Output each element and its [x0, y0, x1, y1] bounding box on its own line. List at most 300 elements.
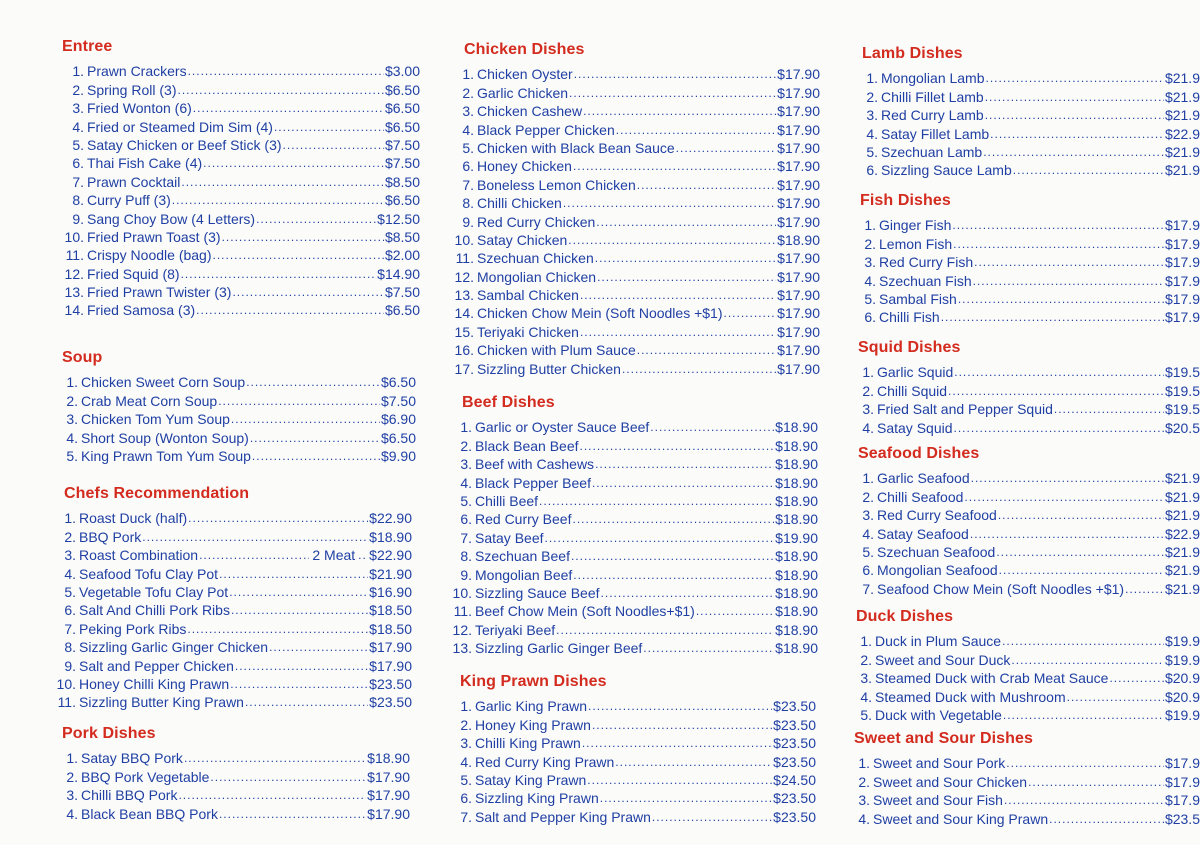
leader-dots: [199, 546, 309, 564]
leader-dots: [231, 410, 380, 428]
menu-item: [858, 400, 1200, 418]
leader-dots: [652, 808, 772, 826]
item-price: $6.50: [384, 100, 420, 117]
menu-item: [54, 638, 412, 656]
menu-item: [858, 469, 1200, 487]
item-number: 2.: [64, 528, 76, 545]
menu-item: [862, 69, 1200, 87]
section-lamb-dishes: [862, 45, 1200, 179]
menu-item: [62, 99, 420, 117]
leader-dots: [573, 157, 776, 175]
menu-item: [450, 492, 818, 510]
menu-item: [62, 749, 410, 767]
item-name: Satay Squid: [877, 419, 953, 436]
leader-dots: [948, 382, 1164, 400]
section-pork-dishes: [62, 725, 410, 823]
item-name: Crab Meat Corn Soup: [81, 392, 218, 409]
section-duck-dishes: [856, 608, 1200, 724]
item-price: $17.90: [777, 342, 820, 359]
item-price: $18.90: [775, 548, 818, 565]
item-number: 10.: [454, 231, 474, 248]
item-price: $18.90: [775, 474, 818, 491]
menu-item: [62, 62, 420, 80]
item-number: 2.: [860, 651, 872, 668]
leader-dots: [188, 62, 384, 80]
item-number: 6.: [864, 309, 876, 326]
item-price: $6.90: [380, 411, 416, 428]
item-price: $22.90: [369, 510, 412, 527]
item-name: Satay Chicken or Beef Stick (3): [87, 136, 282, 153]
item-name: Honey King Prawn: [475, 716, 591, 733]
item-price: $21.9: [1164, 543, 1200, 560]
item-price: $18.90: [775, 640, 818, 657]
item-price: $17.90: [777, 360, 820, 377]
item-number: 15.: [454, 323, 474, 340]
item-name: Teriyaki Chicken: [477, 323, 579, 340]
menu-item: [452, 102, 820, 120]
section-title: Pork Dishes: [62, 725, 156, 742]
item-number: 4.: [864, 272, 876, 289]
menu-item: [54, 509, 412, 527]
item-name: Garlic Chicken: [477, 84, 569, 101]
item-number: 2.: [862, 382, 874, 399]
item-name: Sizzling Sauce Lamb: [881, 162, 1012, 179]
leader-dots: [184, 749, 366, 767]
leader-dots: [569, 84, 776, 102]
item-price: $6.50: [384, 81, 420, 98]
item-number: 12.: [454, 268, 474, 285]
item-name: Fried Prawn Twister (3): [87, 284, 232, 301]
item-name: Steamed Duck with Crab Meat Sauce: [875, 670, 1109, 687]
menu-item: [858, 561, 1200, 579]
menu-item: [860, 253, 1200, 271]
leader-dots: [696, 602, 774, 620]
leader-dots: [230, 675, 368, 693]
item-price: $19.5: [1164, 401, 1200, 418]
leader-dots: [650, 418, 774, 436]
item-number: 2.: [866, 88, 878, 105]
menu-item: [452, 322, 820, 340]
item-name: Sweet and Sour King Prawn: [873, 810, 1049, 827]
item-number: 3.: [866, 107, 878, 124]
leader-dots: [177, 81, 383, 99]
item-name: King Prawn Tom Yum Soup: [81, 447, 251, 464]
item-name: Satay Beef: [475, 529, 544, 546]
menu-item: [858, 506, 1200, 524]
item-number: 17.: [454, 360, 474, 377]
item-number: 5.: [866, 143, 878, 160]
menu-item: [452, 231, 820, 249]
menu-item: [450, 547, 818, 565]
leader-dots: [998, 506, 1164, 524]
item-price: $17.9: [1164, 290, 1200, 307]
item-price: $17.90: [777, 139, 820, 156]
item-name: Szechuan Lamb: [881, 143, 983, 160]
item-price: $19.9: [1164, 633, 1200, 650]
leader-dots: [231, 601, 368, 619]
leader-dots: [637, 176, 776, 194]
leader-dots: [954, 363, 1164, 381]
item-price: $17.9: [1164, 217, 1200, 234]
item-number: 16.: [454, 342, 474, 359]
item-name: Black Bean Beef: [475, 437, 579, 454]
item-price: $20.9: [1164, 670, 1200, 687]
item-name: Fried or Steamed Dim Sim (4): [87, 118, 273, 135]
item-number: 3.: [72, 100, 84, 117]
menu-item: [456, 789, 816, 807]
item-number: 4.: [460, 474, 472, 491]
item-number: 7.: [460, 529, 472, 546]
leader-dots: [974, 253, 1164, 271]
menu-item: [452, 304, 820, 322]
item-price: $22.90: [369, 547, 412, 564]
item-price: $22.9: [1164, 525, 1200, 542]
leader-dots: [990, 125, 1164, 143]
menu-item: [62, 228, 420, 246]
item-price: $18.50: [369, 602, 412, 619]
item-name: Satay BBQ Pork: [81, 750, 183, 767]
item-number: 2.: [66, 768, 78, 785]
menu-item: [456, 715, 816, 733]
item-name: Sizzling King Prawn: [475, 790, 599, 807]
item-name: Red Curry King Prawn: [475, 753, 615, 770]
item-number: 1.: [460, 698, 472, 715]
item-name: Red Curry Beef: [475, 511, 572, 528]
leader-dots: [235, 657, 368, 675]
leader-dots: [595, 249, 776, 267]
item-name: Chicken with Black Bean Sauce: [477, 139, 675, 156]
item-price: $17.90: [777, 250, 820, 267]
item-price: $6.50: [380, 429, 416, 446]
item-name: Sizzling Garlic Ginger Chicken: [79, 639, 269, 656]
item-name: Boneless Lemon Chicken: [477, 176, 636, 193]
leader-dots: [1054, 400, 1164, 418]
leader-dots: [954, 419, 1164, 437]
leader-dots: [283, 136, 384, 154]
item-price: $18.90: [367, 750, 410, 767]
item-number: 6.: [462, 158, 474, 175]
item-number: 13.: [452, 640, 472, 657]
item-number: 2.: [460, 716, 472, 733]
item-number: 5.: [72, 136, 84, 153]
menu-list: [450, 418, 818, 657]
leader-dots: [953, 235, 1164, 253]
leader-dots: [970, 525, 1164, 543]
item-name: Honey Chicken: [477, 158, 572, 175]
item-name: Fried Samosa (3): [87, 302, 196, 319]
item-price: $14.90: [377, 265, 420, 282]
menu-item: [452, 139, 820, 157]
leader-dots: [210, 768, 366, 786]
item-name: Honey Chilli King Prawn: [79, 675, 230, 692]
item-name: Sweet and Sour Chicken: [873, 773, 1028, 790]
item-number: 6.: [460, 790, 472, 807]
item-name: Ginger Fish: [879, 217, 952, 234]
item-number: 1.: [864, 217, 876, 234]
item-price: $21.9: [1164, 143, 1200, 160]
item-number: 2.: [72, 81, 84, 98]
leader-dots: [274, 118, 384, 136]
item-price: $23.50: [773, 808, 816, 825]
section-title: Squid Dishes: [858, 339, 961, 356]
item-name: Red Curry Fish: [879, 254, 974, 271]
item-number: 5.: [66, 447, 78, 464]
item-price: $21.9: [1164, 507, 1200, 524]
item-price: $18.90: [777, 231, 820, 248]
menu-item: [450, 436, 818, 454]
item-name: Red Curry Lamb: [881, 107, 984, 124]
item-name: Garlic Seafood: [877, 470, 970, 487]
item-price: $19.9: [1164, 706, 1200, 723]
leader-dots: [1004, 791, 1164, 809]
item-number: 2.: [66, 392, 78, 409]
item-number: 8.: [64, 639, 76, 656]
leader-dots: [592, 474, 774, 492]
leader-dots: [996, 543, 1164, 561]
item-number: 13.: [454, 287, 474, 304]
item-number: 2.: [858, 773, 870, 790]
item-number: 7.: [64, 620, 76, 637]
menu-item: [450, 473, 818, 491]
leader-dots: [573, 566, 774, 584]
item-price: $23.50: [773, 698, 816, 715]
item-number: 13.: [64, 284, 84, 301]
item-name: Chicken Chow Mein (Soft Noodles +$1): [477, 305, 723, 322]
item-price: $17.90: [369, 639, 412, 656]
item-number: 3.: [460, 456, 472, 473]
menu-item: [62, 246, 420, 264]
item-number: 5.: [462, 139, 474, 156]
item-price: $23.5: [1164, 810, 1200, 827]
menu-item: [54, 601, 412, 619]
item-name: Sambal Fish: [879, 290, 957, 307]
item-number: 1.: [862, 470, 874, 487]
menu-list: [858, 363, 1200, 437]
item-price: $17.90: [777, 268, 820, 285]
item-number: 6.: [460, 511, 472, 528]
item-price: $17.9: [1164, 773, 1200, 790]
item-name: Roast Combination: [79, 547, 199, 564]
leader-dots: [1002, 632, 1164, 650]
leader-dots: [1011, 651, 1164, 669]
item-name: Chilli Beef: [475, 492, 539, 509]
menu-item: [856, 669, 1200, 687]
leader-dots: [985, 106, 1164, 124]
menu-item: [856, 632, 1200, 650]
leader-dots: [580, 437, 775, 455]
menu-item: [54, 675, 412, 693]
item-name: Curry Puff (3): [87, 192, 171, 209]
menu-item: [450, 455, 818, 473]
menu-item: [62, 428, 416, 446]
item-name: Sweet and Sour Duck: [875, 651, 1011, 668]
item-price: $21.9: [1164, 580, 1200, 597]
item-number: 7.: [460, 808, 472, 825]
item-price: $23.50: [773, 735, 816, 752]
item-option: 2 Meat: [312, 547, 356, 564]
leader-dots: [563, 194, 776, 212]
item-name: Duck in Plum Sauce: [875, 633, 1002, 650]
leader-dots: [622, 360, 776, 378]
item-price: $21.9: [1164, 107, 1200, 124]
item-name: Chicken Sweet Corn Soup: [81, 374, 246, 391]
item-number: 6.: [862, 562, 874, 579]
item-number: 2.: [864, 235, 876, 252]
item-price: $17.90: [777, 195, 820, 212]
leader-dots: [256, 210, 376, 228]
item-price: $23.50: [773, 790, 816, 807]
item-name: Teriyaki Beef: [475, 621, 556, 638]
item-price: $21.9: [1164, 562, 1200, 579]
menu-item: [62, 767, 410, 785]
leader-dots: [252, 447, 380, 465]
item-number: 12.: [452, 621, 472, 638]
menu-list: [856, 632, 1200, 724]
leader-dots: [196, 301, 384, 319]
item-name: Chilli Fish: [879, 309, 940, 326]
item-name: Seafood Chow Mein (Soft Noodles +$1): [877, 580, 1125, 597]
menu-item: [450, 565, 818, 583]
item-price: $18.90: [775, 492, 818, 509]
leader-dots: [1028, 773, 1164, 791]
item-price: $21.9: [1164, 470, 1200, 487]
menu-item: [54, 656, 412, 674]
item-price: $12.50: [377, 210, 420, 227]
item-number: 4.: [866, 125, 878, 142]
leader-dots: [245, 693, 368, 711]
leader-dots: [999, 561, 1164, 579]
menu-item: [456, 771, 816, 789]
section-entree: [62, 38, 420, 319]
item-number: 14.: [64, 302, 84, 319]
item-price: $9.90: [380, 447, 416, 464]
item-price: $22.9: [1164, 125, 1200, 142]
menu-item: [452, 157, 820, 175]
leader-dots: [574, 65, 776, 83]
leader-dots: [971, 469, 1164, 487]
item-number: 4.: [862, 525, 874, 542]
section-fish-dishes: [860, 192, 1200, 326]
leader-dots: [964, 488, 1164, 506]
item-number: 11.: [455, 250, 474, 267]
menu-item: [858, 381, 1200, 399]
item-price: $18.90: [775, 566, 818, 583]
leader-dots: [592, 716, 772, 734]
menu-item: [452, 212, 820, 230]
item-number: 3.: [862, 401, 874, 418]
item-number: 1.: [866, 70, 878, 87]
item-number: 5.: [862, 543, 874, 560]
menu-item: [62, 264, 420, 282]
leader-dots: [556, 621, 774, 639]
menu-item: [856, 650, 1200, 668]
menu-item: [860, 290, 1200, 308]
item-number: 9.: [72, 210, 84, 227]
leader-dots: [250, 429, 380, 447]
leader-dots: [193, 99, 384, 117]
item-price: $24.50: [773, 771, 816, 788]
item-number: 4.: [460, 753, 472, 770]
item-name: Thai Fish Cake (4): [87, 155, 203, 172]
menu-list: [54, 509, 412, 711]
item-price: $17.90: [367, 768, 410, 785]
item-name: Chicken with Plum Sauce: [477, 342, 636, 359]
item-name: Chicken Cashew: [477, 103, 583, 120]
leader-dots: [615, 753, 772, 771]
section-title: Soup: [62, 349, 103, 366]
menu-item: [62, 301, 420, 319]
menu-item: [854, 754, 1200, 772]
menu-item: [856, 706, 1200, 724]
item-price: $19.90: [775, 529, 818, 546]
item-price: $19.9: [1164, 651, 1200, 668]
section-squid-dishes: [858, 339, 1200, 437]
item-number: 3.: [858, 792, 870, 809]
leader-dots: [358, 546, 368, 564]
menu-item: [62, 391, 416, 409]
menu-item: [856, 687, 1200, 705]
menu-list: [862, 69, 1200, 179]
item-number: 2.: [462, 84, 474, 101]
item-price: $16.90: [369, 583, 412, 600]
menu-list: [452, 65, 820, 378]
item-name: Sang Choy Bow (4 Letters): [87, 210, 256, 227]
item-price: $17.9: [1164, 254, 1200, 271]
item-number: 1.: [860, 633, 872, 650]
menu-item: [858, 524, 1200, 542]
section-title: Duck Dishes: [856, 608, 954, 625]
item-number: 1.: [66, 374, 78, 391]
item-price: $3.00: [384, 63, 420, 80]
section-chicken-dishes: [452, 41, 820, 378]
item-name: Fried Prawn Toast (3): [87, 228, 221, 245]
menu-item: [452, 83, 820, 101]
menu-item: [450, 639, 818, 657]
item-number: 3.: [462, 103, 474, 120]
item-number: 4.: [860, 688, 872, 705]
menu-item: [456, 734, 816, 752]
item-number: 8.: [460, 548, 472, 565]
section-title: Beef Dishes: [462, 394, 555, 411]
section-soup: [62, 349, 416, 465]
item-name: Mongolian Chicken: [477, 268, 597, 285]
menu-item: [450, 418, 818, 436]
item-number: 1.: [64, 510, 76, 527]
item-price: $7.50: [384, 155, 420, 172]
item-price: $23.50: [369, 694, 412, 711]
leader-dots: [596, 213, 776, 231]
menu-item: [452, 194, 820, 212]
item-name: Peking Pork Ribs: [79, 620, 187, 637]
section-beef-dishes: [450, 394, 818, 657]
leader-dots: [600, 789, 772, 807]
menu-item: [62, 786, 410, 804]
item-number: 8.: [462, 195, 474, 212]
item-name: Fried Squid (8): [87, 265, 180, 282]
item-name: Beef Chow Mein (Soft Noodles+$1): [475, 603, 695, 620]
leader-dots: [203, 154, 384, 172]
menu-item: [54, 583, 412, 601]
leader-dots: [232, 283, 384, 301]
menu-item: [450, 602, 818, 620]
menu-item: [54, 619, 412, 637]
menu-item: [854, 772, 1200, 790]
section-title: King Prawn Dishes: [460, 673, 607, 690]
item-number: 5.: [864, 290, 876, 307]
item-price: $18.90: [775, 456, 818, 473]
item-price: $7.50: [384, 284, 420, 301]
leader-dots: [246, 373, 380, 391]
